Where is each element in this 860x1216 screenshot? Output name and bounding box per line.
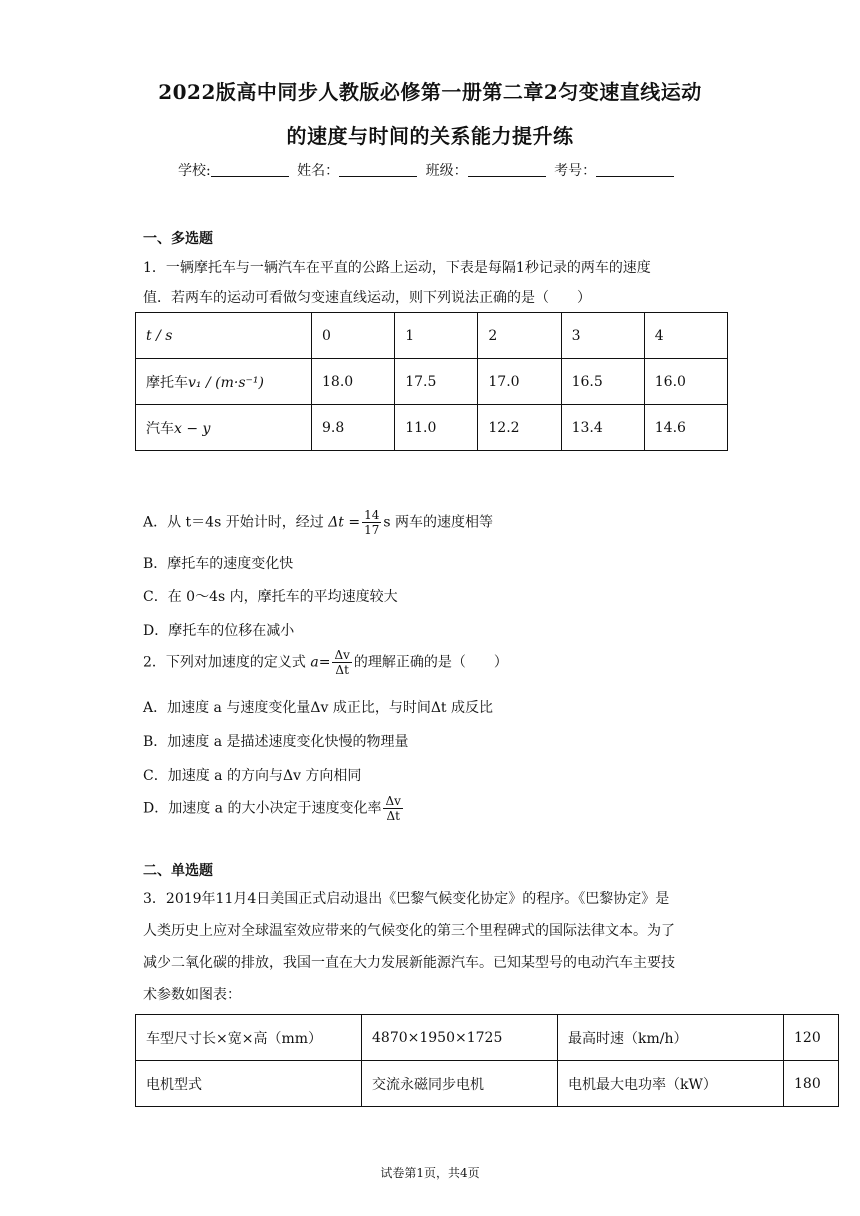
q1-table	[135, 312, 728, 451]
table-cell: 汽车x − y	[136, 405, 312, 451]
table-row	[136, 405, 728, 451]
table-cell: 13.4	[561, 405, 644, 451]
table-row	[136, 313, 728, 359]
table-cell: 0	[312, 313, 395, 359]
class-blank[interactable]	[468, 162, 546, 177]
table-cell: t / s	[136, 313, 312, 359]
name-label: 姓名：	[297, 163, 340, 179]
q1-option-c[interactable]: C．在 0～4s 内，摩托车的平均速度较大	[143, 589, 398, 605]
table-cell: 18.0	[312, 359, 395, 405]
student-info	[178, 160, 678, 180]
q3-line-2: 人类历史上应对全球温室效应带来的气候变化的第三个里程碑式的国际法律文本。为了	[143, 923, 675, 939]
table-cell: 16.5	[561, 359, 644, 405]
page-footer: 试卷第1页，共4页	[380, 1166, 480, 1180]
q2-option-b[interactable]: B．加速度 a 是描述速度变化快慢的物理量	[143, 734, 409, 750]
q1-option-b[interactable]: B．摩托车的速度变化快	[143, 556, 294, 572]
table-cell: 3	[561, 313, 644, 359]
q2-option-a[interactable]: A．加速度 a 与速度变化量Δv 成正比，与时间Δt 成反比	[143, 700, 494, 716]
table-cell: 车型尺寸长×宽×高（mm）	[136, 1015, 362, 1061]
class-label: 班级：	[425, 163, 468, 179]
table-cell: 12.2	[478, 405, 561, 451]
table-row	[136, 1015, 839, 1061]
q2-stem: 2．下列对加速度的定义式 a= $\frac{\Delta v}{\Delta t}$ 的理解正确的是（ ）	[143, 648, 508, 677]
q3-line-4: 术参数如图表：	[143, 987, 241, 1003]
q3-line-1: 3．2019年11月4日美国正式启动退出《巴黎气候变化协定》的程序。《巴黎协定》是	[143, 891, 670, 907]
section-heading-multi: 一、多选题	[143, 231, 213, 247]
q3-spec-table	[135, 1014, 839, 1107]
table-cell: 9.8	[312, 405, 395, 451]
table-cell: 180	[784, 1061, 839, 1107]
table-cell: 14.6	[644, 405, 727, 451]
table-cell: 摩托车v₁ / (m·s⁻¹)	[136, 359, 312, 405]
table-row	[136, 359, 728, 405]
q1-line-2: 值．若两车的运动可看做匀变速直线运动，则下列说法正确的是（ ）	[143, 290, 591, 306]
table-cell: 17.5	[395, 359, 478, 405]
table-cell: 电机型式	[136, 1061, 362, 1107]
table-cell: 4	[644, 313, 727, 359]
exam-no-blank[interactable]	[596, 162, 674, 177]
table-cell: 2	[478, 313, 561, 359]
title-line-1: 2022版高中同步人教版必修第一册第二章2匀变速直线运动	[158, 80, 702, 104]
school-blank[interactable]	[211, 162, 289, 177]
table-cell: 交流永磁同步电机	[362, 1061, 558, 1107]
table-cell: 最高时速（km/h）	[558, 1015, 784, 1061]
school-label: 学校:	[178, 163, 211, 179]
table-cell: 17.0	[478, 359, 561, 405]
table-cell: 11.0	[395, 405, 478, 451]
table-cell: 16.0	[644, 359, 727, 405]
q2-option-d[interactable]: D．加速度 a 的大小决定于速度变化率 $\frac{\Delta v}{\Delta t}$	[143, 794, 401, 823]
table-cell: 120	[784, 1015, 839, 1061]
table-cell: 电机最大电功率（kW）	[558, 1061, 784, 1107]
q1-option-a[interactable]: A．从 t＝4s 开始计时，经过 Δt = $\frac{14}{17}$ s 两车的速度相等	[143, 508, 494, 537]
q2-option-c[interactable]: C．加速度 a 的方向与Δv 方向相同	[143, 768, 362, 784]
title-line-2: 的速度与时间的关系能力提升练	[286, 124, 574, 148]
table-cell: 4870×1950×1725	[362, 1015, 558, 1061]
name-blank[interactable]	[339, 162, 417, 177]
q1-line-1: 1．一辆摩托车与一辆汽车在平直的公路上运动，下表是每隔1秒记录的两车的速度	[143, 260, 651, 276]
exam-no-label: 考号：	[554, 163, 597, 179]
q1-option-d[interactable]: D．摩托车的位移在减小	[143, 623, 295, 639]
section-heading-single: 二、单选题	[143, 863, 213, 879]
table-row	[136, 1061, 839, 1107]
table-cell: 1	[395, 313, 478, 359]
q3-line-3: 减少二氧化碳的排放，我国一直在大力发展新能源汽车。已知某型号的电动汽车主要技	[143, 955, 675, 971]
